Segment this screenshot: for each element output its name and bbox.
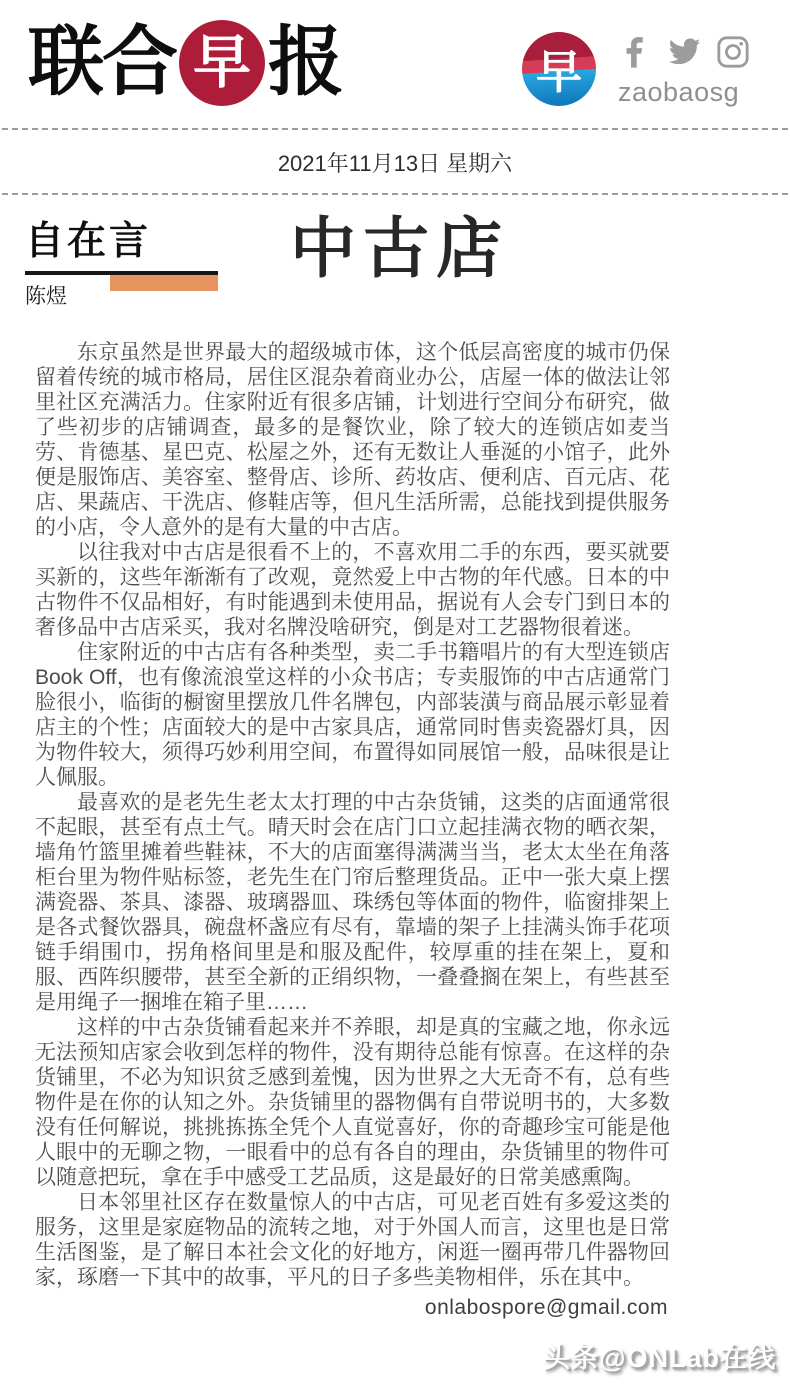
article-paragraph: 最喜欢的是老先生老太太打理的中古杂货铺，这类的店面通常很不起眼，甚至有点土气。晴天时会在店门口立起挂满衣物的晒衣架，墙角竹篮里摊着些鞋袜，不大的店面塞得满满当当，老太太坐在角落柜台里为物件贴标签，老先生在门帘后整理货品。正中一张大桌上摆满瓷器、茶具、漆器、玻璃器皿、珠绣包等体面的物件，临窗排架上是各式餐饮器具，碗盘杯盏应有尽有，靠墙的架子上挂满头饰手花项链手绢围巾，拐角格间里是和服及配件，较厚重的挂在架上，夏和服、西阵织腰带，甚至全新的正绢织物，一叠叠搁在架上，有些甚至是用绳子一捆堆在箱子里…… xyxy=(35,790,670,1014)
article-paragraph: 这样的中古杂货铺看起来并不养眼，却是真的宝藏之地，你永远无法预知店家会收到怎样的物件，没有期待总能有惊喜。在这样的杂货铺里，不必为知识贫乏感到羞愧，因为世界之大无奇不有，总有些物件是在你的认知之外。杂货铺里的器物偶有自带说明书的，大多数没有任何解说，挑挑拣拣全凭个人直觉喜好，你的奇趣珍宝可能是他人眼中的无聊之物，一眼看中的总有各自的理由，杂货铺里的物件可以随意把玩，拿在手中感受工艺品质，这是最好的日常美感熏陶。 xyxy=(35,1015,670,1189)
social-block xyxy=(618,32,750,108)
article-body xyxy=(35,340,670,1290)
social-icons xyxy=(618,32,750,72)
article-paragraph: 日本邻里社区存在数量惊人的中古店，可见老百姓有多爱这类的服务，这里是家庭物品的流转之地，对于外国人而言，这里也是日常生活图鉴，是了解日本社会文化的好地方，闲逛一圈再带几件器物回家，琢磨一下其中的故事，平凡的日子多些美物相伴，乐在其中。 xyxy=(35,1190,670,1289)
masthead xyxy=(0,0,790,126)
article-paragraph: 以往我对中古店是很看不上的，不喜欢用二手的东西，要买就要买新的，这些年渐渐有了改观，竟然爱上中古物的年代感。日本的中古物件不仅品相好，有时能遇到未使用品，据说有人会专门到日本的奢侈品中古店采买，我对名牌没啥研究，倒是对工艺器物很着迷。 xyxy=(35,540,670,639)
masthead-right xyxy=(522,32,762,108)
column-block xyxy=(25,221,218,310)
column-underline-row xyxy=(25,275,218,310)
social-handle: zaobaosg xyxy=(618,77,740,107)
column-name: 自在言 xyxy=(25,220,152,263)
article-paragraph: 东京虽然是世界最大的超级城市体，这个低层高密度的城市仍保留着传统的城市格局，居住区混杂着商业办公，店屋一体的做法让邻里社区充满活力。住家附近有很多店铺，计划进行空间分布研究，做了些初步的店铺调查，最多的是餐饮业，除了较大的连锁店如麦当劳、肯德基、星巴克、松屋之外，还有无数让人垂涎的小馆子，此外便是服饰店、美容室、整骨店、诊所、药妆店、便利店、百元店、花店、果蔬店、干洗店、修鞋店等，但凡生活所需，总能找到提供服务的小店，令人意外的是有大量的中古店。 xyxy=(35,340,670,539)
date-line: 2021年11月13日 星期六 xyxy=(277,151,513,176)
author-name: 陈煜 xyxy=(25,284,67,308)
zaobao-app-icon xyxy=(522,32,596,106)
zaobao-red-circle-logo xyxy=(179,20,265,106)
article-header xyxy=(0,195,790,310)
orange-accent-bar xyxy=(110,275,218,291)
logo-right-character: 报 xyxy=(268,21,342,105)
zaobao-logo xyxy=(28,20,342,106)
app-icon-character: 早 xyxy=(536,47,582,98)
logo-circle-character: 早 xyxy=(192,30,251,95)
instagram-icon[interactable] xyxy=(716,35,750,69)
facebook-icon[interactable] xyxy=(618,35,652,69)
logo-left-characters: 联合 xyxy=(28,21,176,105)
article-paragraph: 住家附近的中古店有各种类型，卖二手书籍唱片的有大型连锁店Book Off，也有像流浪堂这样的小众书店；专卖服饰的中古店通常门脸很小，临街的橱窗里摆放几件名牌包，内部装潢与商品展示彰显着店主的个性；店面较大的是中古家具店，通常同时售卖瓷器灯具，因为物件较大，须得巧妙利用空间，布置得如同展馆一般，品味很是让人佩服。 xyxy=(35,640,670,789)
toutiao-watermark: 头条@ONLab在线 xyxy=(543,1343,776,1373)
contact-email: onlabospore@gmail.com xyxy=(424,1295,668,1319)
twitter-icon[interactable] xyxy=(665,35,703,69)
article-title: 中古店 xyxy=(290,211,509,285)
